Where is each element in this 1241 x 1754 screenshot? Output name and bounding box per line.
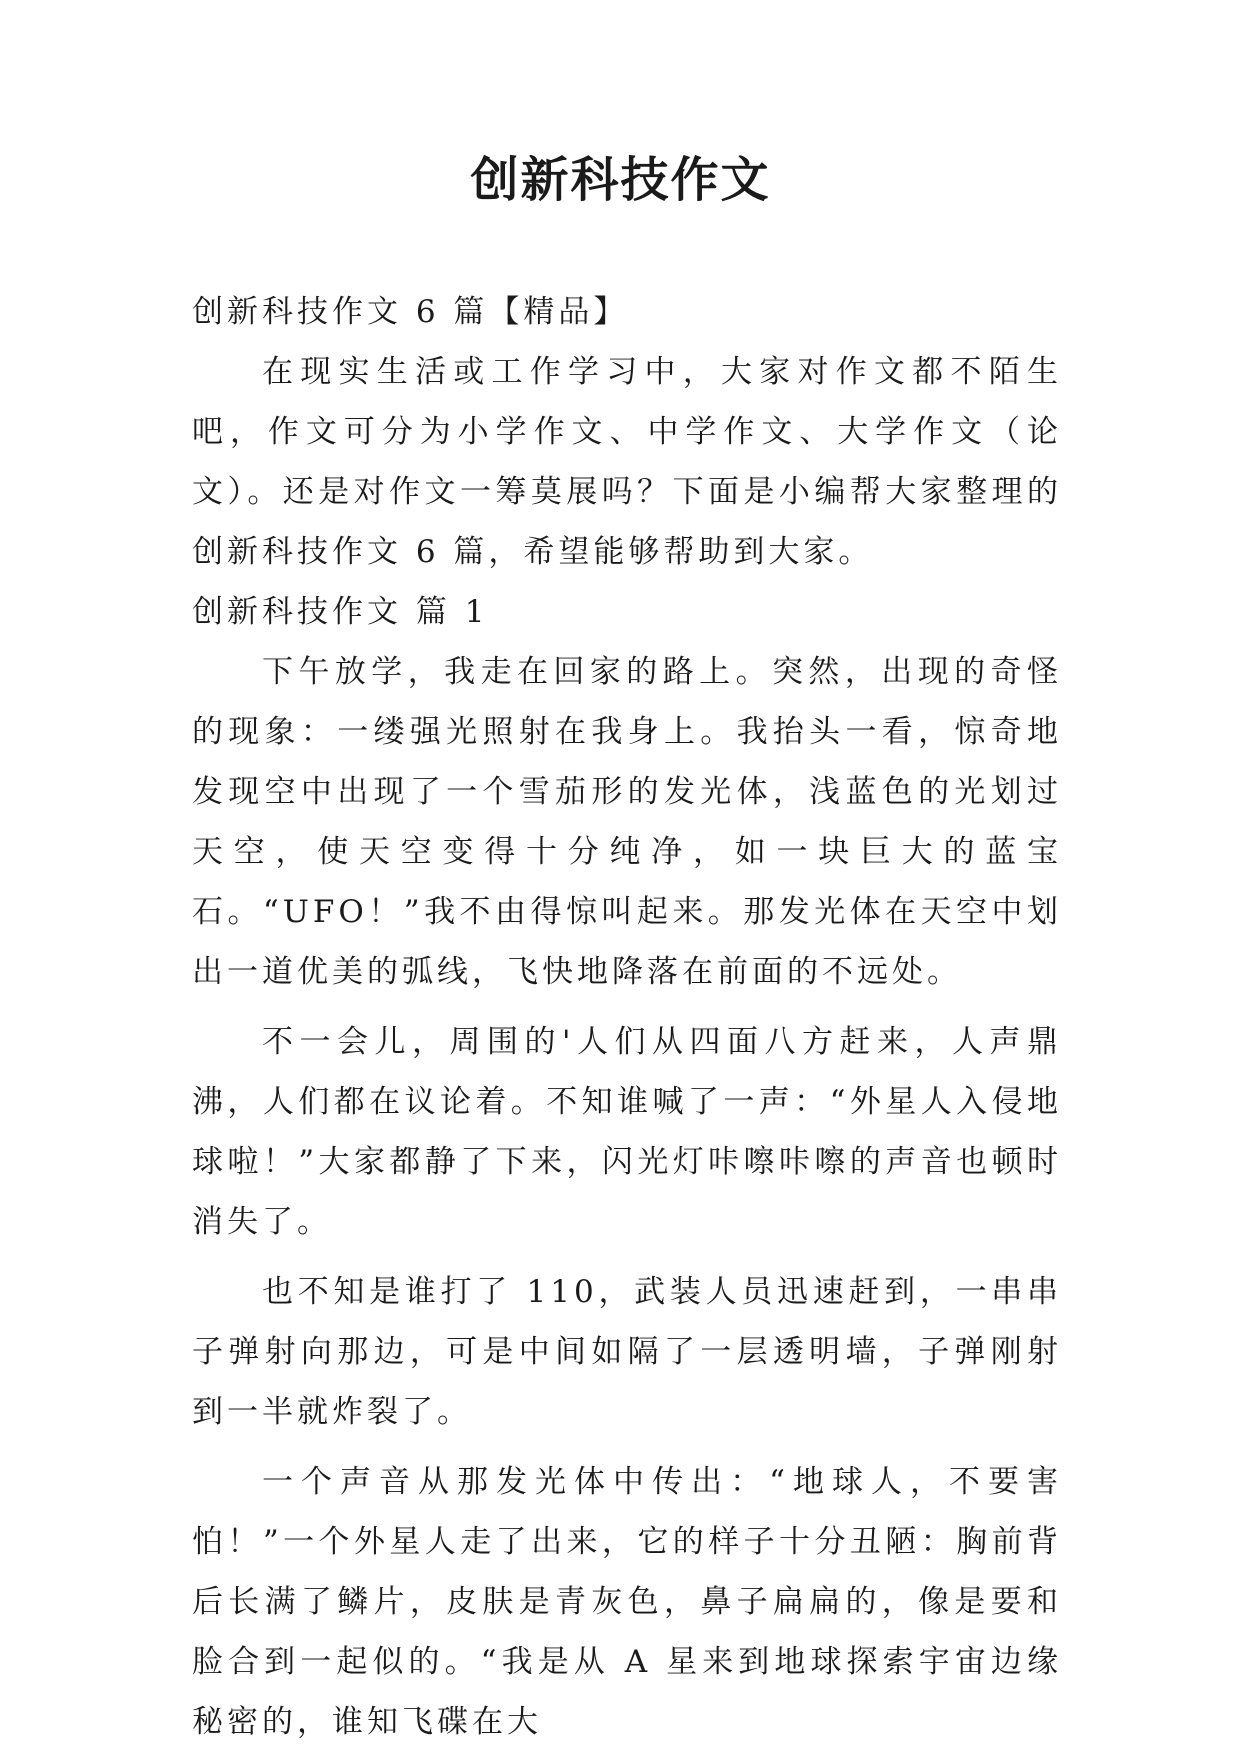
section-heading: 创新科技作文 篇 1 <box>192 594 489 630</box>
body-paragraph: 下午放学，我走在回家的路上。突然，出现的奇怪的现象：一缕强光照射在我身上。我抬头一看，惊奇地发现空中出现了一个雪茄形的发光体，浅蓝色的光划过天空，使天空变得十分纯净，如一块巨大的蓝宝石。“UFO！”我不由得惊叫起来。那发光体在天空中划出一道优美的弧线，飞快地降落在前面的不远处。 <box>192 654 1062 990</box>
body-paragraph: 也不知是谁打了 110，武装人员迅速赶到，一串串子弹射向那边，可是中间如隔了一层透明墙，子弹刚射到一半就炸裂了。 <box>192 1274 1062 1430</box>
body-paragraph: 一个声音从那发光体中传出：“地球人，不要害怕！”一个外星人走了出来，它的样子十分丑陋：胸前背后长满了鳞片，皮肤是青灰色，鼻子扁扁的，像是要和脸合到一起似的。“我是从 A 星来到地球探索宇宙边缘秘密的，谁知飞碟在大 <box>192 1464 1062 1740</box>
document-body <box>192 282 1062 1752</box>
body-paragraph: 不一会儿，周围的'人们从四面八方赶来，人声鼎沸，人们都在议论着。不知谁喊了一声：“外星人入侵地球啦！”大家都静了下来，闪光灯咔嚓咔嚓的声音也顿时消失了。 <box>192 1024 1062 1240</box>
document-title: 创新科技作文 <box>470 152 771 208</box>
intro-paragraph: 在现实生活或工作学习中，大家对作文都不陌生吧，作文可分为小学作文、中学作文、大学作文（论文）。还是对作文一筹莫展吗？下面是小编帮大家整理的创新科技作文 6 篇，希望能够帮助到大家。 <box>192 354 1062 570</box>
document-subtitle: 创新科技作文 6 篇【精品】 <box>192 294 629 330</box>
